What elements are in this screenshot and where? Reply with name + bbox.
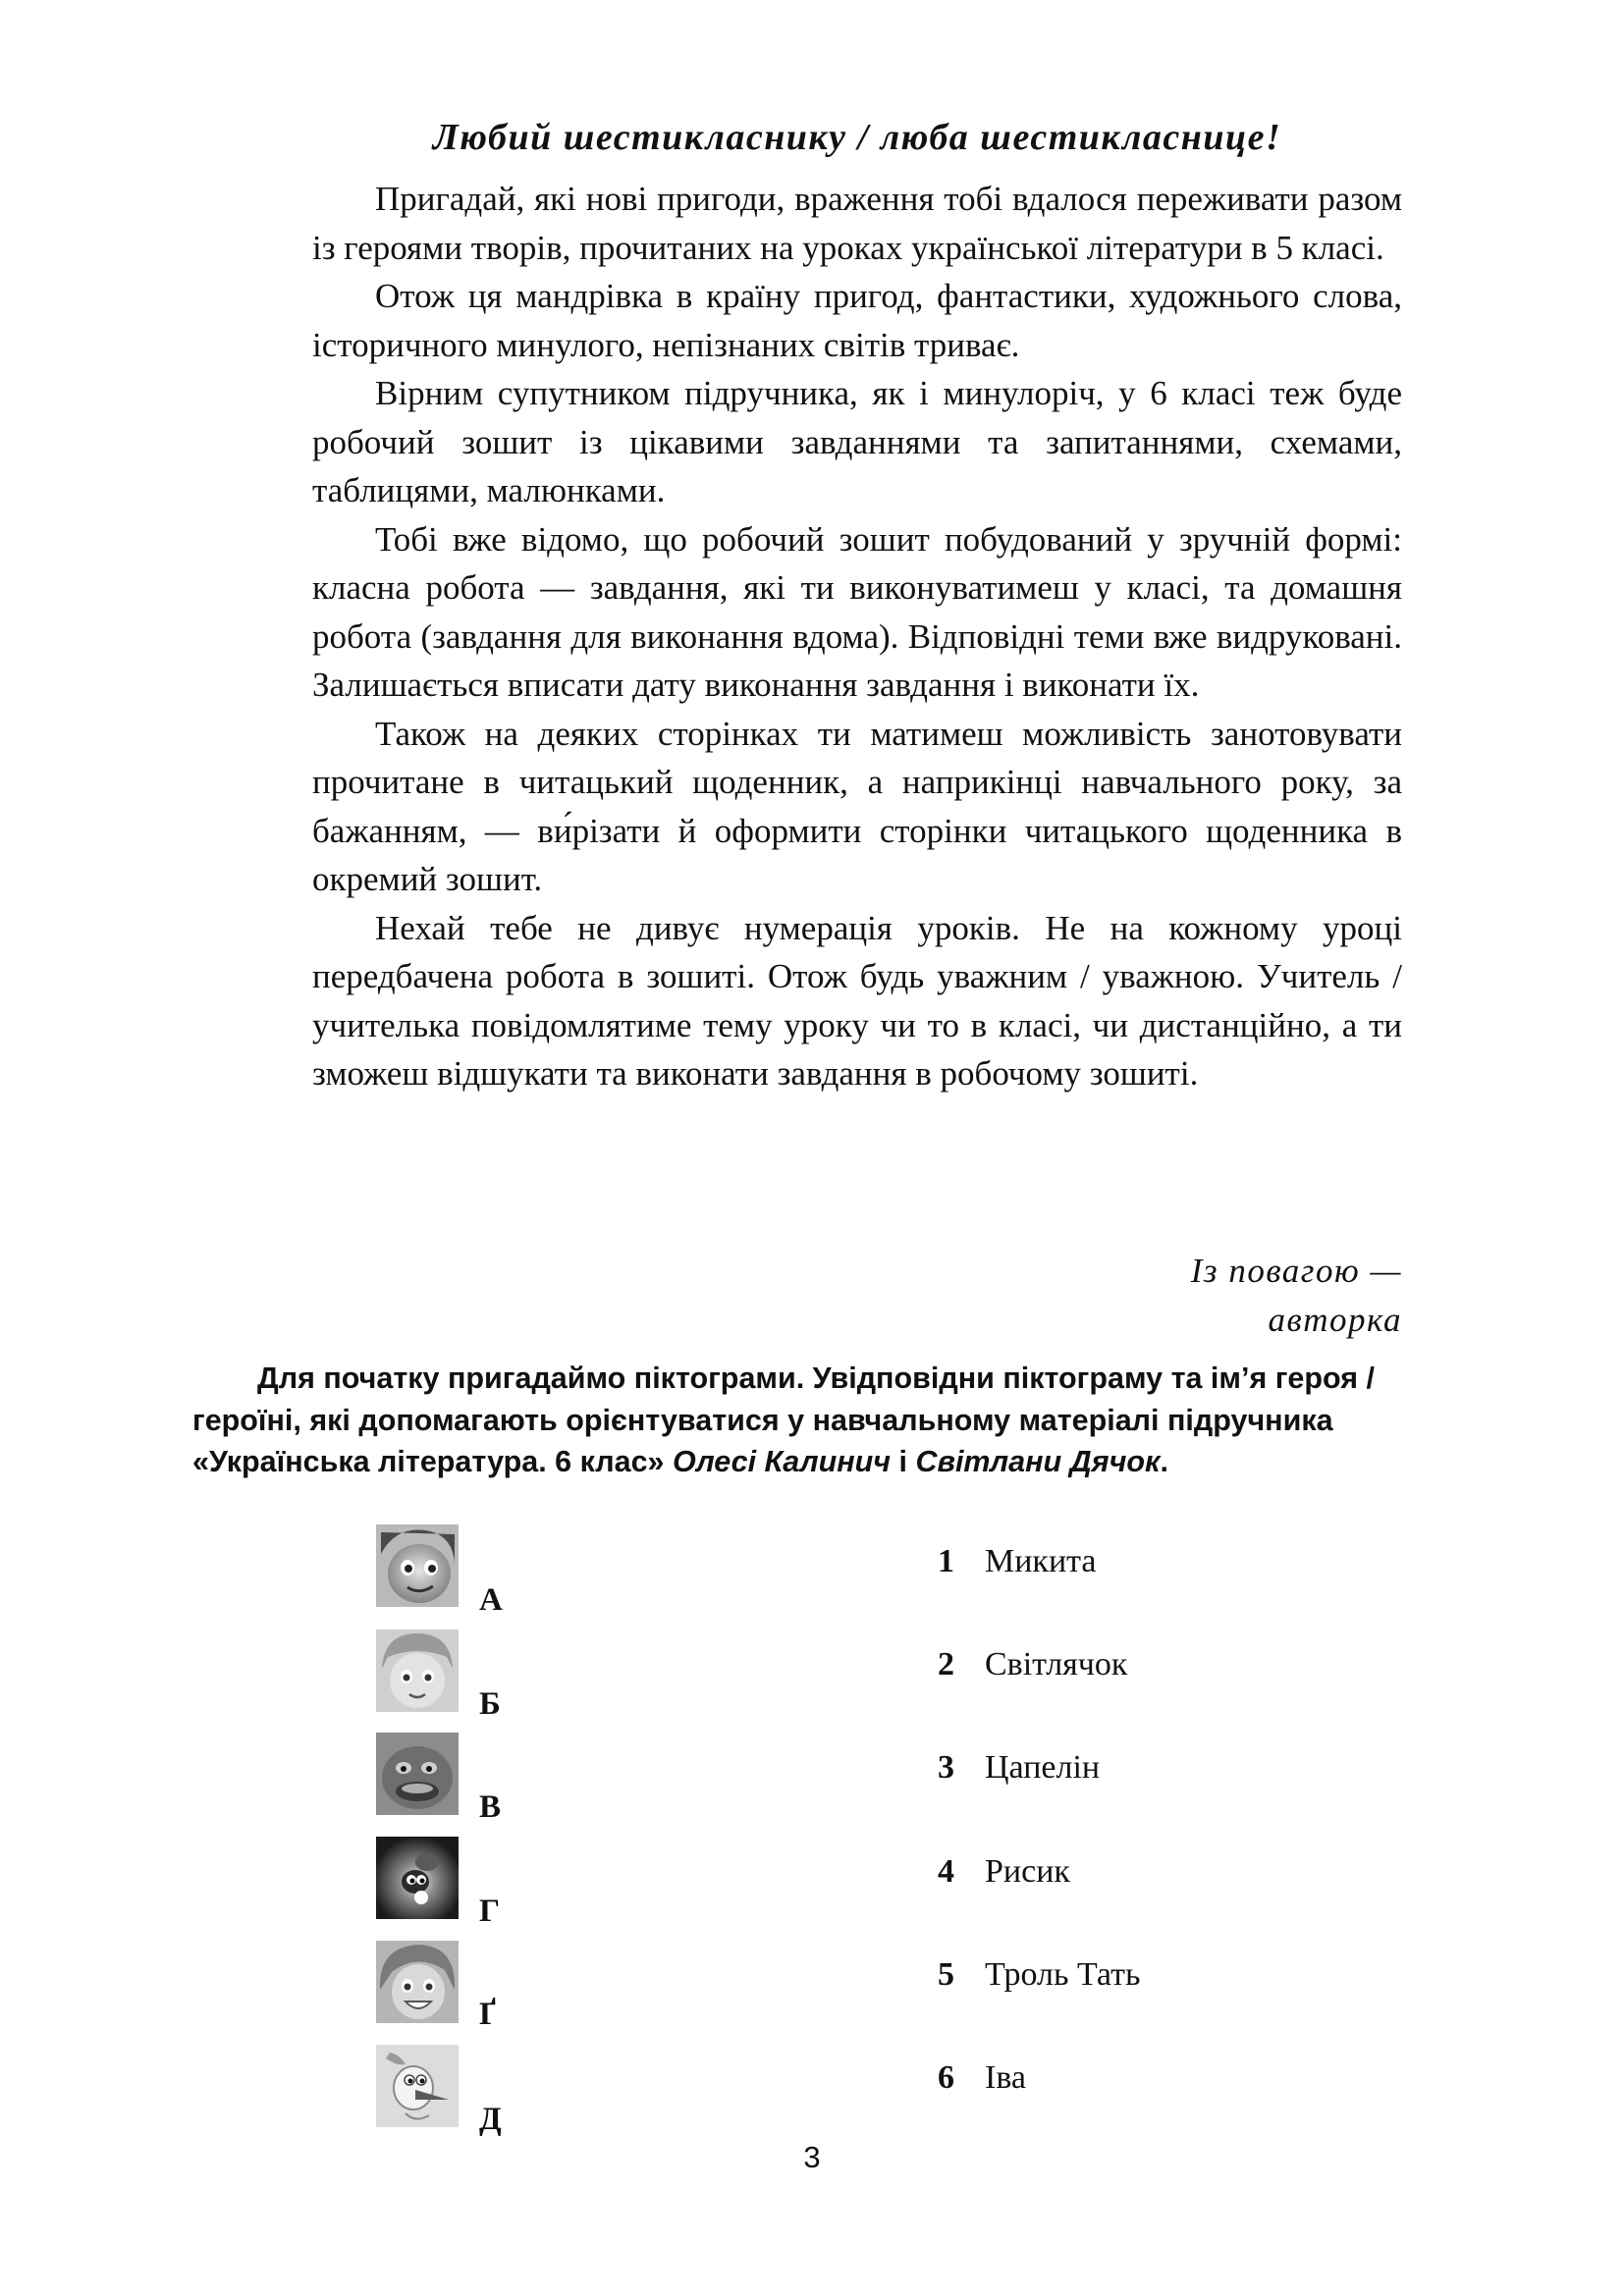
intro-text [312,175,1402,1098]
hero-name: Іва [985,2059,1027,2096]
paragraph: Вірним супутником підручника, як і минулоріч, у 6 класі теж буде робочий зошит із цікавими завданнями та запитаннями, схемами, таблицями, малюнками. [312,374,1402,509]
girl-face-icon [376,1629,459,1712]
signature-line-2: авторка [1268,1301,1402,1339]
name-number: 3 [938,1749,954,1786]
name-list-item [938,1543,1097,1580]
task-end: . [1160,1445,1168,1478]
hero-name: Рисик [985,1853,1070,1890]
name-list-item [938,1646,1127,1683]
pictogram-letter: Д [479,2102,502,2137]
author-name: Олесі Калинич [673,1445,892,1478]
paragraph: Пригадай, які нові пригоди, враження тобі вдалося переживати разом із героями творів, прочитаних на уроках української літератури в 5 класі. [312,180,1402,267]
paragraph: Нехай тебе не дивує нумерація уроків. Не на кожному уроці передбачена робота в зошиті. Отож будь уважним / уважною. Учитель / учителька повідомлятиме тему уроку чи то в класі, чи дистанційно, а ти зможеш відшукати та виконати завдання в робочому зошиті. [312,908,1402,1093]
paragraph: Отож ця мандрівка в країну пригод, фантастики, художнього слова, історичного минулого, непізнаних світів триває. [312,277,1402,364]
pictogram-letter: Ґ [479,1997,497,2032]
troll-face-icon [376,1733,459,1815]
pictogram-letter: Г [479,1894,500,1929]
paragraph: Тобі вже відомо, що робочий зошит побудований у зручній формі: класна робота — завдання, які ти виконуватимеш у класі, та домашня робота (завдання для виконання вдома). Відповідні теми вже видруковані. Залишається вписати дату виконання завдання і виконати їх. [312,519,1402,704]
hero-name: Цапелін [985,1749,1101,1786]
task-text [192,1358,1479,1483]
author-name: Світлани Дячок [915,1445,1161,1478]
task-instruction [192,1358,1479,1483]
task-main-text: Для початку пригадаймо піктограми. Увідповідни піктограму та ім’я героя / героїні, які допомагають орієнтуватися у навчальному матеріалі підручника «Українська література. 6 клас» [192,1362,1375,1478]
name-number: 2 [938,1646,954,1682]
name-number: 1 [938,1543,954,1579]
name-number: 6 [938,2059,954,2096]
greeting-heading: Любий шестикласнику / люба шестикласнице! [432,117,1282,158]
name-list-item [938,1853,1070,1891]
boy-face-icon [376,1524,459,1607]
hero-name: Світлячок [985,1646,1128,1682]
name-number: 5 [938,1956,954,1993]
firefly-icon [376,1837,459,1919]
girl-smiling-icon [376,1941,459,2023]
task-conjunction: і [891,1445,916,1478]
page-number: 3 [803,2140,821,2174]
signature-line-1: Із повагою — [1190,1252,1402,1290]
heron-icon [376,2045,459,2127]
hero-name: Микита [985,1543,1097,1579]
pictogram-letter: Б [479,1686,501,1722]
paragraph: Також на деяких сторінках ти матимеш можливість занотовувати прочитане в читацький щоденник, а наприкінці навчального року, за бажанням, — ви́різати й оформити сторінки читацького щоденника в окремий зошит. [312,714,1402,898]
name-list-item [938,2059,1026,2097]
name-number: 4 [938,1853,954,1890]
pictogram-letter: В [479,1789,502,1825]
name-list-item [938,1956,1141,1994]
pictogram-letter: А [479,1582,503,1618]
hero-name: Троль Тать [985,1956,1141,1993]
name-list-item [938,1749,1100,1787]
